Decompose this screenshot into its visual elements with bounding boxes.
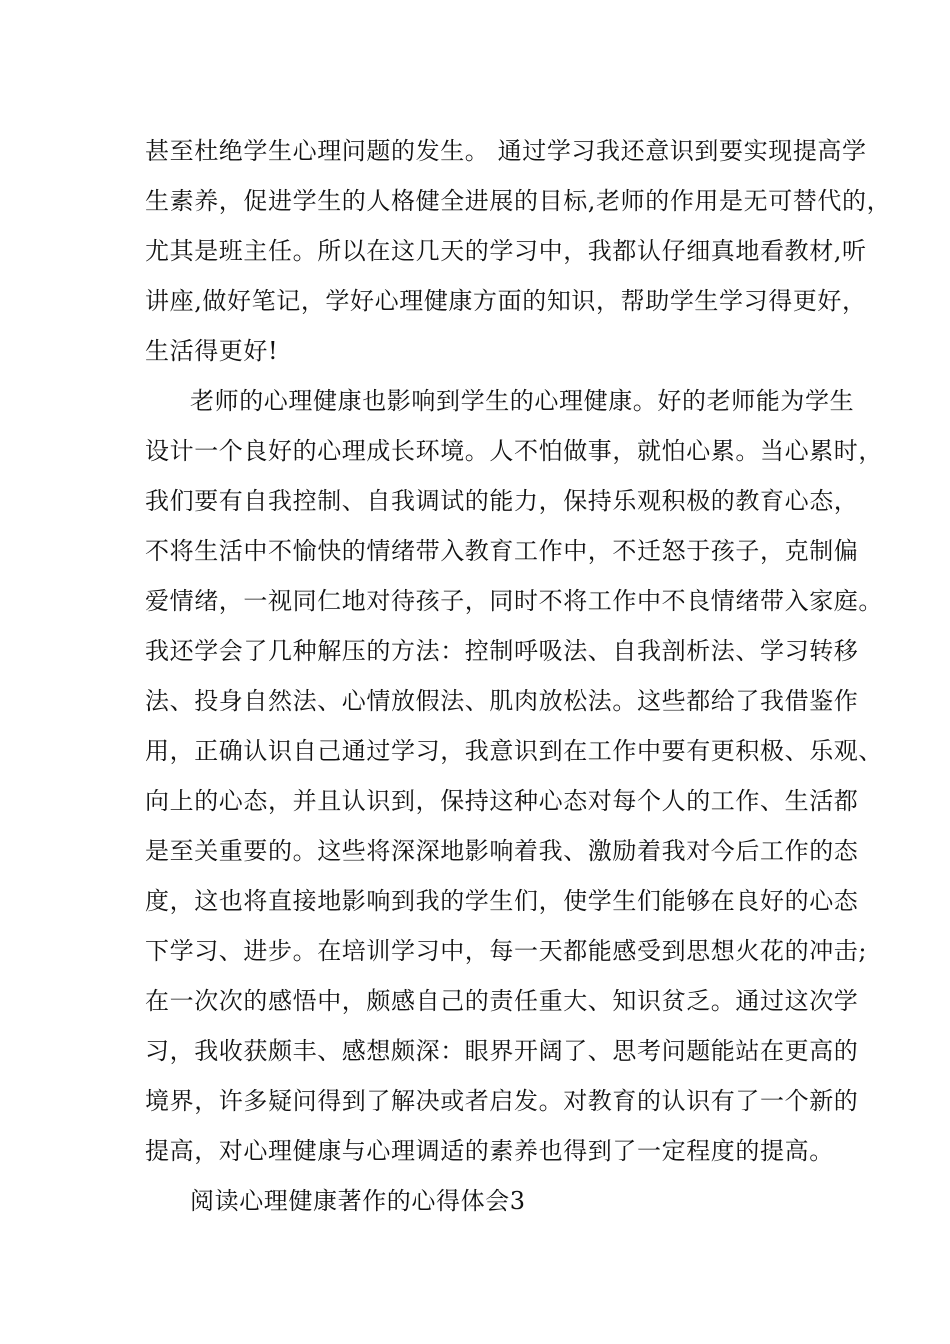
text-line: 设计一个良好的心理成长环境。人不怕做事，就怕心累。当心累时， (145, 437, 883, 465)
text-line: 法、投身自然法、心情放假法、肌肉放松法。这些都给了我借鉴作 (145, 687, 859, 715)
text-line: 是至关重要的。这些将深深地影响着我、激励着我对今后工作的态 (145, 837, 859, 865)
text-line: 尤其是班主任。所以在这几天的学习中，我都认仔细真地看教材,听 (145, 237, 867, 265)
text-line: 甚至杜绝学生心理问题的发生。 通过学习我还意识到要实现提高学 (145, 137, 867, 165)
text-line: 境界，许多疑问得到了解决或者启发。对教育的认识有了一个新的 (145, 1087, 859, 1115)
text-line: 爱情绪，一视同仁地对待孩子，同时不将工作中不良情绪带入家庭。 (145, 587, 883, 615)
text-line: 生素养，促进学生的人格健全进展的目标,老师的作用是无可替代的， (145, 187, 892, 215)
text-line: 向上的心态，并且认识到，保持这种心态对每个人的工作、生活都 (145, 787, 859, 815)
text-line: 讲座,做好笔记，学好心理健康方面的知识，帮助学生学习得更好， (145, 287, 867, 315)
paragraph-first-line: 老师的心理健康也影响到学生的心理健康。好的老师能为学生 (190, 387, 855, 415)
text-line: 不将生活中不愉快的情绪带入教育工作中，不迁怒于孩子，克制偏 (145, 537, 859, 565)
text-line: 度，这也将直接地影响到我的学生们，使学生们能够在良好的心态 (145, 887, 859, 915)
text-line: 生活得更好! (145, 337, 279, 365)
text-line: 在一次次的感悟中，颇感自己的责任重大、知识贫乏。通过这次学 (145, 987, 859, 1015)
text-line: 用，正确认识自己通过学习，我意识到在工作中要有更积极、乐观、 (145, 737, 883, 765)
section-heading: 阅读心理健康著作的心得体会3 (190, 1187, 526, 1215)
text-line: 提高，对心理健康与心理调适的素养也得到了一定程度的提高。 (145, 1137, 834, 1165)
text-line: 习，我收获颇丰、感想颇深：眼界开阔了、思考问题能站在更高的 (145, 1037, 859, 1065)
text-line: 下学习、进步。在培训学习中，每一天都能感受到思想火花的冲击; (145, 937, 868, 965)
text-line: 我们要有自我控制、自我调试的能力，保持乐观积极的教育心态， (145, 487, 859, 515)
text-line: 我还学会了几种解压的方法：控制呼吸法、自我剖析法、学习转移 (145, 637, 859, 665)
